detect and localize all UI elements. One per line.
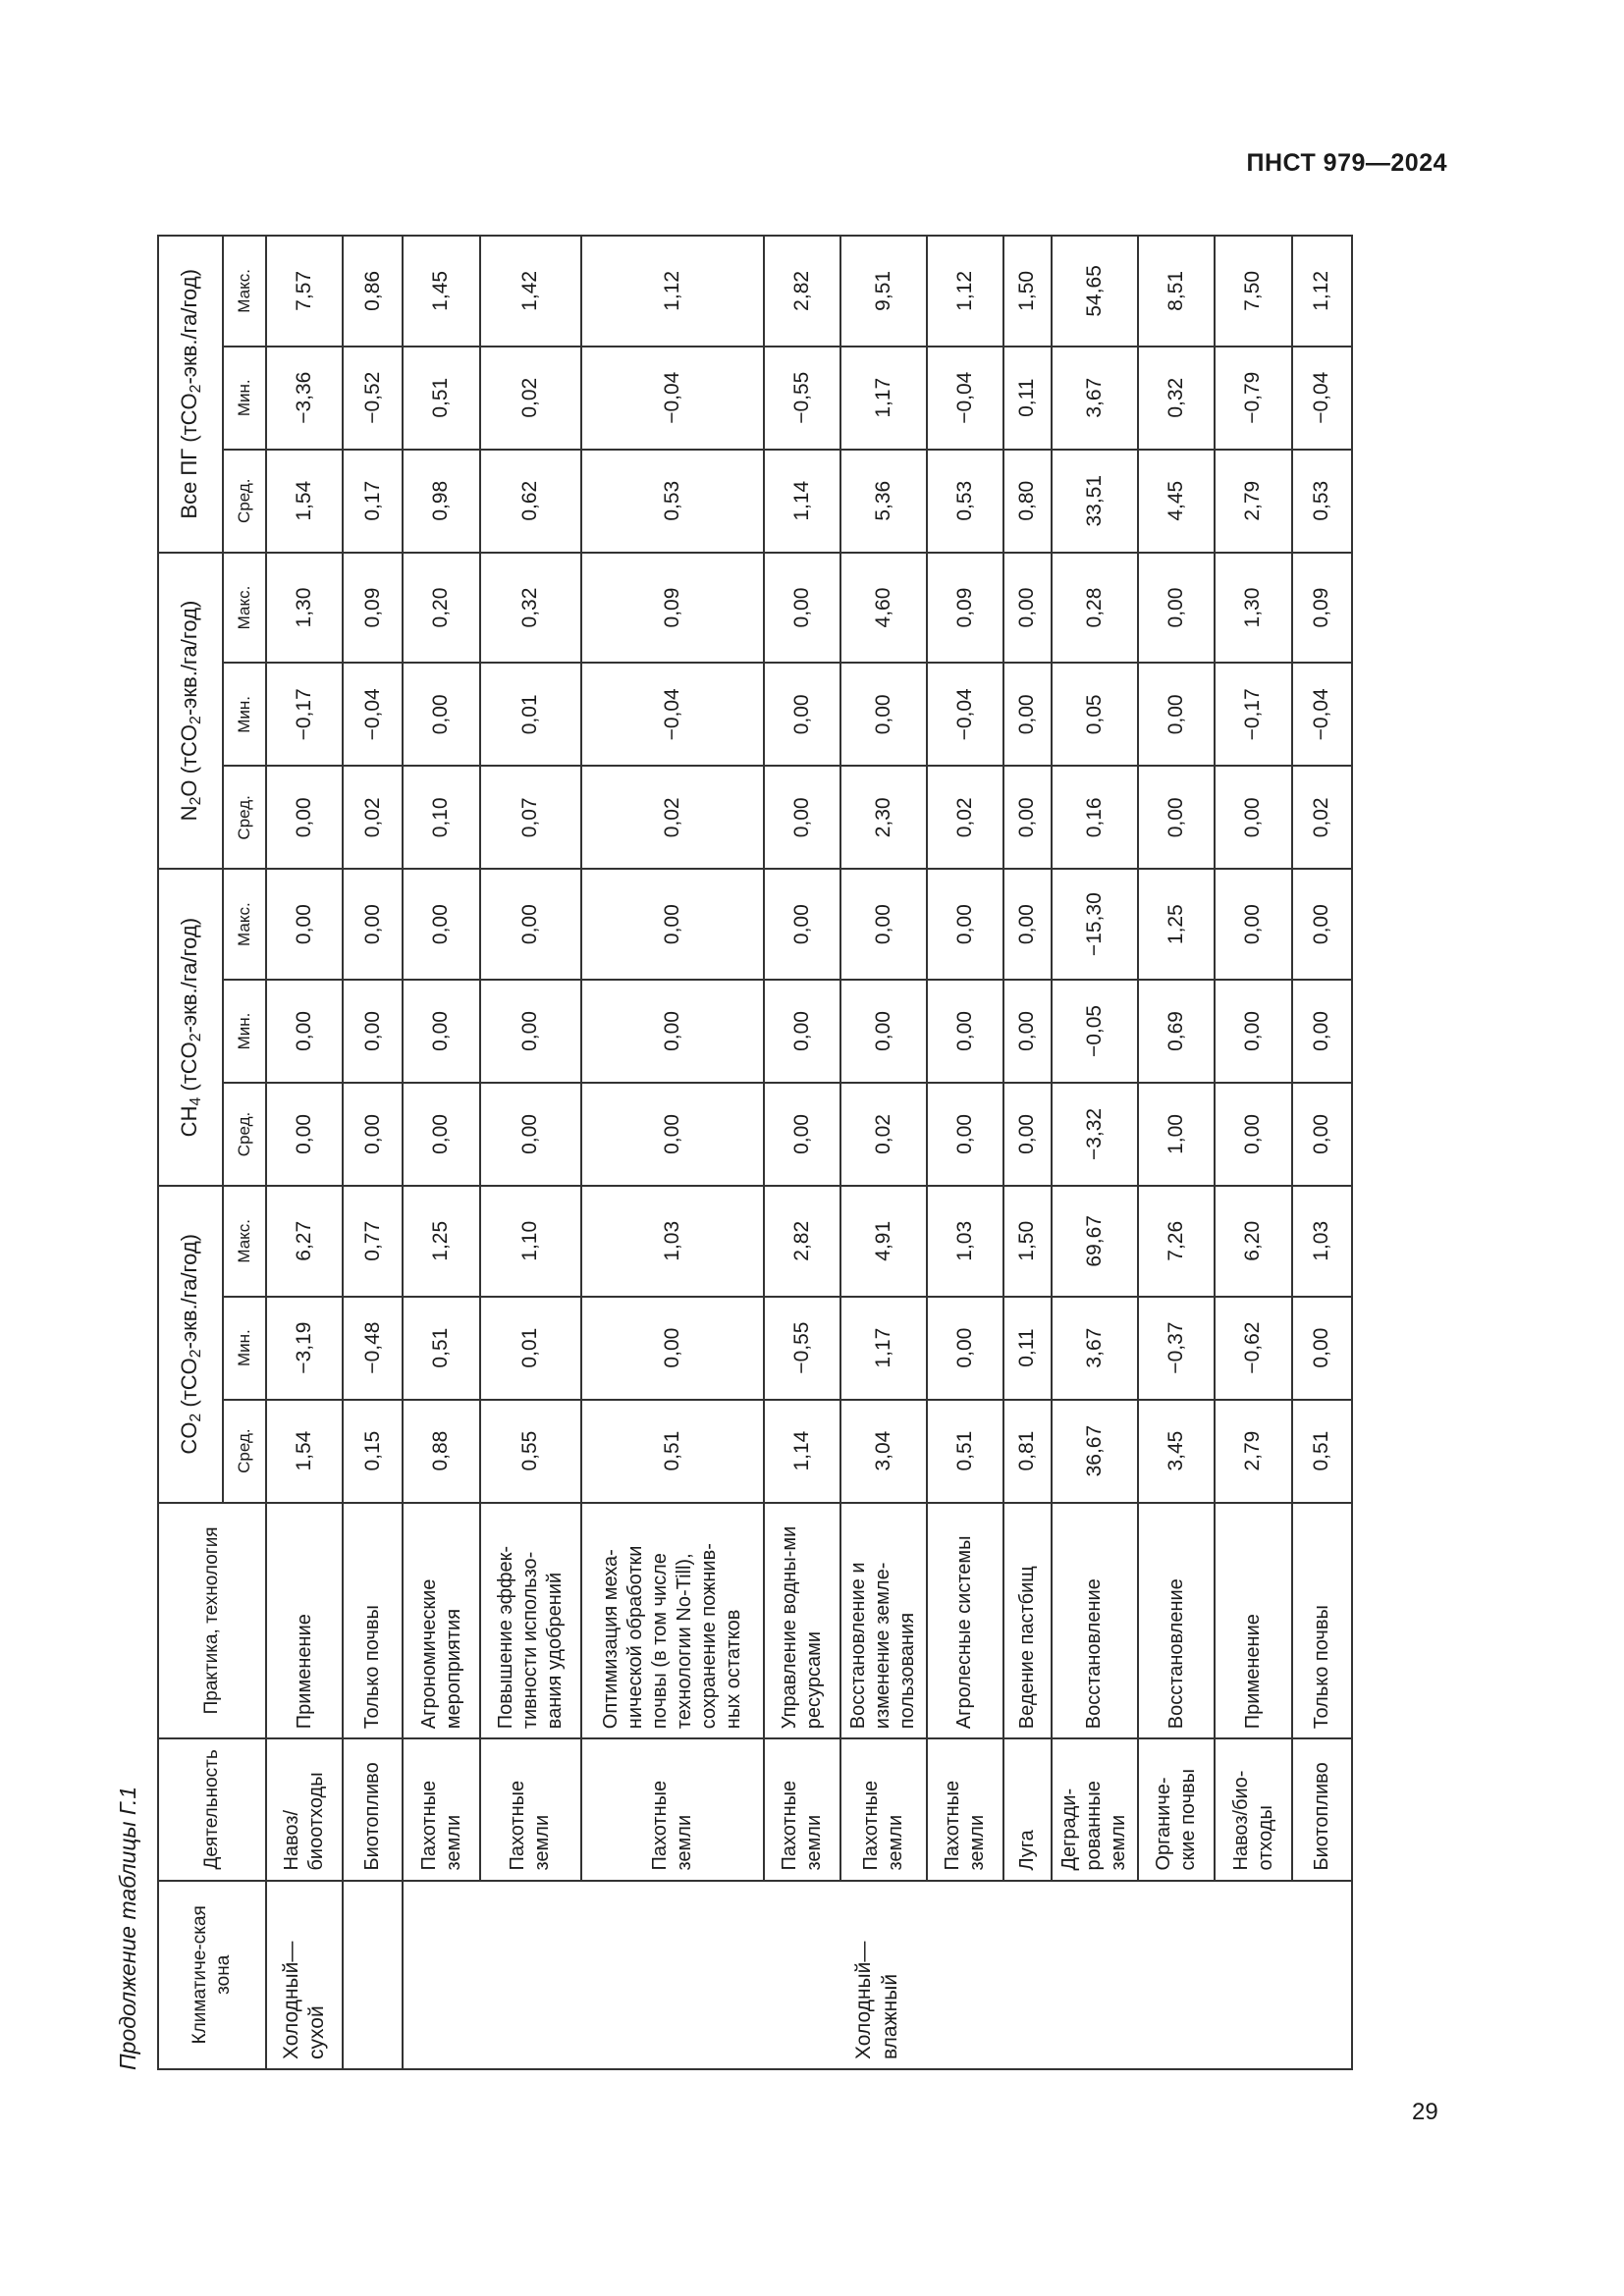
header-n2o-max: Макс. [223, 553, 266, 664]
co2-min-value: 0,51 [403, 1297, 479, 1400]
ch4-max-value: 0,00 [927, 869, 1003, 980]
header-n2o-min: Мин. [223, 663, 266, 766]
n2o-min-value: −0,04 [927, 663, 1003, 766]
ch4-max-value: 0,00 [1003, 869, 1052, 980]
n2o-min-value: 0,00 [1003, 663, 1052, 766]
header-all-min: Мин. [223, 347, 266, 450]
co2-min-value: −0,48 [343, 1297, 403, 1400]
table-row [927, 236, 1003, 2069]
activity-cell: Навоз/био-отходы [1215, 1738, 1291, 1880]
ch4-avg-value: 0,02 [840, 1083, 927, 1186]
ch4-min-value: 0,00 [927, 980, 1003, 1083]
co2-avg-value: 1,14 [764, 1400, 840, 1503]
ch4-avg-value: 1,00 [1138, 1083, 1215, 1186]
n2o-min-value: 0,05 [1052, 663, 1139, 766]
ch4-max-value: 0,00 [764, 869, 840, 980]
ch4-avg-value: 0,00 [1292, 1083, 1352, 1186]
ch4-avg-value: 0,00 [1003, 1083, 1052, 1186]
table-caption: Продолжение таблицы Г.1 [115, 1786, 140, 2070]
n2o-max-value: 0,09 [927, 553, 1003, 664]
co2-max-value: 1,03 [927, 1186, 1003, 1297]
ch4-max-value: 0,00 [1215, 869, 1291, 980]
ch4-min-value: 0,69 [1138, 980, 1215, 1083]
activity-cell: Пахотные земли [764, 1738, 840, 1880]
co2-max-value: 1,03 [581, 1186, 764, 1297]
all-avg-value: 2,79 [1215, 450, 1291, 553]
co2-min-value: −0,37 [1138, 1297, 1215, 1400]
header-activity: Деятельность [158, 1738, 266, 1880]
header-ch4-avg: Сред. [223, 1083, 266, 1186]
table-body [266, 236, 1352, 2069]
all-min-value: −0,52 [343, 347, 403, 450]
all-min-value: −0,55 [764, 347, 840, 450]
header-n2o: $N_2O$ (тCO$_2$-экв./га/год) [158, 553, 223, 870]
ch4-min-value: 0,00 [266, 980, 343, 1083]
co2-max-value: 6,27 [266, 1186, 343, 1297]
n2o-max-value: 0,09 [1292, 553, 1352, 664]
all-max-value: 54,65 [1052, 236, 1139, 347]
n2o-min-value: 0,00 [764, 663, 840, 766]
page-number: 29 [1412, 2099, 1438, 2125]
header-n2o-avg: Сред. [223, 766, 266, 869]
table-row [480, 236, 582, 2069]
emissions-table [157, 235, 1353, 2070]
co2-avg-value: 0,51 [927, 1400, 1003, 1503]
table-row [1138, 236, 1215, 2069]
co2-min-value: 0,00 [581, 1297, 764, 1400]
n2o-max-value: 0,32 [480, 553, 582, 664]
n2o-avg-value: 0,00 [1215, 766, 1291, 869]
ch4-avg-value: −3,32 [1052, 1083, 1139, 1186]
co2-min-value: 0,00 [927, 1297, 1003, 1400]
header-all-max: Макс. [223, 236, 266, 347]
n2o-min-value: −0,04 [343, 663, 403, 766]
practice-cell: Агрономические мероприятия [403, 1503, 479, 1739]
practice-cell: Оптимизация меха-нической обработки почвы (в том числе технологии No-Till), сохранение пожнив-ных остатков [581, 1503, 764, 1739]
ch4-min-value: 0,00 [581, 980, 764, 1083]
ch4-avg-value: 0,00 [266, 1083, 343, 1186]
ch4-max-value: 0,00 [403, 869, 479, 980]
ch4-min-value: 0,00 [764, 980, 840, 1083]
all-min-value: 0,11 [1003, 347, 1052, 450]
table-header [158, 236, 266, 2069]
table-row [1003, 236, 1052, 2069]
co2-avg-value: 2,79 [1215, 1400, 1291, 1503]
co2-min-value: −0,62 [1215, 1297, 1291, 1400]
all-max-value: 1,12 [927, 236, 1003, 347]
all-max-value: 1,45 [403, 236, 479, 347]
table-row [581, 236, 764, 2069]
practice-cell: Только почвы [1292, 1503, 1352, 1739]
n2o-avg-value: 0,02 [1292, 766, 1352, 869]
n2o-avg-value: 0,00 [1003, 766, 1052, 869]
header-co2-avg: Сред. [223, 1400, 266, 1503]
all-max-value: 1,12 [581, 236, 764, 347]
ch4-max-value: 0,00 [1292, 869, 1352, 980]
activity-cell: Биотопливо [343, 1738, 403, 1880]
ch4-avg-value: 0,00 [343, 1083, 403, 1186]
co2-avg-value: 3,04 [840, 1400, 927, 1503]
table-row [343, 236, 403, 2069]
all-max-value: 1,42 [480, 236, 582, 347]
co2-max-value: 1,10 [480, 1186, 582, 1297]
n2o-avg-value: 0,02 [343, 766, 403, 869]
all-max-value: 1,12 [1292, 236, 1352, 347]
practice-cell: Восстановление [1138, 1503, 1215, 1739]
ch4-avg-value: 0,00 [581, 1083, 764, 1186]
activity-cell: Луга [1003, 1738, 1052, 1880]
all-max-value: 1,50 [1003, 236, 1052, 347]
co2-max-value: 69,67 [1052, 1186, 1139, 1297]
co2-min-value: 0,00 [1292, 1297, 1352, 1400]
all-max-value: 2,82 [764, 236, 840, 347]
n2o-avg-value: 0,07 [480, 766, 582, 869]
all-min-value: −3,36 [266, 347, 343, 450]
n2o-max-value: 1,30 [1215, 553, 1291, 664]
activity-cell: Дегради-рованные земли [1052, 1738, 1139, 1880]
all-min-value: 0,32 [1138, 347, 1215, 450]
activity-cell: Пахотные земли [581, 1738, 764, 1880]
all-min-value: −0,04 [1292, 347, 1352, 450]
all-max-value: 8,51 [1138, 236, 1215, 347]
co2-avg-value: 0,51 [1292, 1400, 1352, 1503]
ch4-min-value: −0,05 [1052, 980, 1139, 1083]
practice-cell: Управление водны-ми ресурсами [764, 1503, 840, 1739]
all-avg-value: 4,45 [1138, 450, 1215, 553]
n2o-min-value: 0,00 [403, 663, 479, 766]
all-avg-value: 0,80 [1003, 450, 1052, 553]
header-ch4-max: Макс. [223, 869, 266, 980]
header-zone: Климатиче-ская зона [158, 1881, 266, 2069]
all-max-value: 7,50 [1215, 236, 1291, 347]
n2o-min-value: −0,04 [581, 663, 764, 766]
co2-min-value: 0,11 [1003, 1297, 1052, 1400]
activity-cell: Пахотные земли [840, 1738, 927, 1880]
n2o-avg-value: 0,16 [1052, 766, 1139, 869]
all-min-value: 0,51 [403, 347, 479, 450]
ch4-min-value: 0,00 [480, 980, 582, 1083]
all-avg-value: 1,14 [764, 450, 840, 553]
n2o-max-value: 0,28 [1052, 553, 1139, 664]
ch4-avg-value: 0,00 [480, 1083, 582, 1186]
co2-min-value: 1,17 [840, 1297, 927, 1400]
co2-avg-value: 0,88 [403, 1400, 479, 1503]
co2-max-value: 1,25 [403, 1186, 479, 1297]
n2o-min-value: −0,04 [1292, 663, 1352, 766]
all-avg-value: 0,53 [1292, 450, 1352, 553]
activity-cell: Навоз/биоотходы [266, 1738, 343, 1880]
ch4-avg-value: 0,00 [764, 1083, 840, 1186]
header-practice: Практика, технология [158, 1503, 266, 1739]
all-min-value: 3,67 [1052, 347, 1139, 450]
co2-avg-value: 0,51 [581, 1400, 764, 1503]
activity-cell: Пахотные земли [403, 1738, 479, 1880]
n2o-min-value: −0,17 [266, 663, 343, 766]
all-max-value: 0,86 [343, 236, 403, 347]
ch4-min-value: 0,00 [1003, 980, 1052, 1083]
co2-min-value: −3,19 [266, 1297, 343, 1400]
rotated-table-page [108, 235, 1561, 2070]
table-row [1292, 236, 1352, 2069]
all-min-value: 1,17 [840, 347, 927, 450]
ch4-max-value: 1,25 [1138, 869, 1215, 980]
n2o-max-value: 0,09 [581, 553, 764, 664]
table-row [764, 236, 840, 2069]
ch4-max-value: −15,30 [1052, 869, 1139, 980]
header-co2-min: Мин. [223, 1297, 266, 1400]
ch4-min-value: 0,00 [1215, 980, 1291, 1083]
table-row [1052, 236, 1139, 2069]
co2-max-value: 2,82 [764, 1186, 840, 1297]
activity-cell: Органиче-ские почвы [1138, 1738, 1215, 1880]
co2-max-value: 4,91 [840, 1186, 927, 1297]
all-min-value: 0,02 [480, 347, 582, 450]
n2o-max-value: 0,00 [764, 553, 840, 664]
all-avg-value: 0,17 [343, 450, 403, 553]
co2-avg-value: 3,45 [1138, 1400, 1215, 1503]
ch4-min-value: 0,00 [840, 980, 927, 1083]
all-avg-value: 33,51 [1052, 450, 1139, 553]
n2o-avg-value: 0,02 [927, 766, 1003, 869]
zone-cell: Холодный—влажный [403, 1881, 1352, 2069]
n2o-max-value: 0,00 [1138, 553, 1215, 664]
ch4-min-value: 0,00 [1292, 980, 1352, 1083]
co2-max-value: 1,50 [1003, 1186, 1052, 1297]
co2-avg-value: 0,15 [343, 1400, 403, 1503]
all-max-value: 7,57 [266, 236, 343, 347]
header-all-avg: Сред. [223, 450, 266, 553]
n2o-max-value: 4,60 [840, 553, 927, 664]
n2o-max-value: 0,09 [343, 553, 403, 664]
ch4-max-value: 0,00 [343, 869, 403, 980]
ch4-max-value: 0,00 [581, 869, 764, 980]
all-avg-value: 0,53 [581, 450, 764, 553]
table-row [840, 236, 927, 2069]
document-code: ПНСТ 979—2024 [1246, 149, 1447, 177]
practice-cell: Повышение эффек-тивности использо-вания удобрений [480, 1503, 582, 1739]
all-min-value: −0,04 [927, 347, 1003, 450]
n2o-min-value: 0,00 [1138, 663, 1215, 766]
header-co2: $CO_2$ (тCO$_2$-экв./га/год) [158, 1186, 223, 1503]
n2o-avg-value: 2,30 [840, 766, 927, 869]
practice-cell: Агролесные системы [927, 1503, 1003, 1739]
practice-cell: Ведение пастбищ [1003, 1503, 1052, 1739]
ch4-avg-value: 0,00 [927, 1083, 1003, 1186]
practice-cell: Применение [1215, 1503, 1291, 1739]
header-ch4: $CH_4$ (тCO$_2$-экв./га/год) [158, 869, 223, 1186]
all-max-value: 9,51 [840, 236, 927, 347]
ch4-avg-value: 0,00 [1215, 1083, 1291, 1186]
n2o-max-value: 0,00 [1003, 553, 1052, 664]
ch4-avg-value: 0,00 [403, 1083, 479, 1186]
activity-cell: Биотопливо [1292, 1738, 1352, 1880]
ch4-max-value: 0,00 [480, 869, 582, 980]
all-avg-value: 0,53 [927, 450, 1003, 553]
co2-min-value: 0,01 [480, 1297, 582, 1400]
n2o-max-value: 0,20 [403, 553, 479, 664]
header-co2-max: Макс. [223, 1186, 266, 1297]
n2o-min-value: 0,00 [840, 663, 927, 766]
n2o-avg-value: 0,00 [1138, 766, 1215, 869]
zone-cell: Холодный—сухой [266, 1881, 343, 2069]
zone-cell [343, 1881, 403, 2069]
practice-cell: Применение [266, 1503, 343, 1739]
all-avg-value: 0,62 [480, 450, 582, 553]
co2-avg-value: 36,67 [1052, 1400, 1139, 1503]
co2-max-value: 7,26 [1138, 1186, 1215, 1297]
n2o-avg-value: 0,02 [581, 766, 764, 869]
table-row [403, 236, 479, 2069]
co2-avg-value: 1,54 [266, 1400, 343, 1503]
all-min-value: −0,04 [581, 347, 764, 450]
co2-avg-value: 0,55 [480, 1400, 582, 1503]
all-avg-value: 5,36 [840, 450, 927, 553]
table-row [1215, 236, 1291, 2069]
n2o-avg-value: 0,00 [266, 766, 343, 869]
activity-cell: Пахотные земли [480, 1738, 582, 1880]
co2-avg-value: 0,81 [1003, 1400, 1052, 1503]
table-row [266, 236, 343, 2069]
co2-max-value: 0,77 [343, 1186, 403, 1297]
practice-cell: Восстановление и изменение земле-пользования [840, 1503, 927, 1739]
activity-cell: Пахотные земли [927, 1738, 1003, 1880]
co2-min-value: −0,55 [764, 1297, 840, 1400]
n2o-avg-value: 0,10 [403, 766, 479, 869]
all-avg-value: 0,98 [403, 450, 479, 553]
ch4-max-value: 0,00 [840, 869, 927, 980]
n2o-min-value: 0,01 [480, 663, 582, 766]
n2o-avg-value: 0,00 [764, 766, 840, 869]
n2o-min-value: −0,17 [1215, 663, 1291, 766]
ch4-max-value: 0,00 [266, 869, 343, 980]
practice-cell: Только почвы [343, 1503, 403, 1739]
co2-max-value: 1,03 [1292, 1186, 1352, 1297]
all-avg-value: 1,54 [266, 450, 343, 553]
ch4-min-value: 0,00 [343, 980, 403, 1083]
all-min-value: −0,79 [1215, 347, 1291, 450]
co2-max-value: 6,20 [1215, 1186, 1291, 1297]
header-ch4-min: Мин. [223, 980, 266, 1083]
n2o-max-value: 1,30 [266, 553, 343, 664]
co2-min-value: 3,67 [1052, 1297, 1139, 1400]
ch4-min-value: 0,00 [403, 980, 479, 1083]
header-all-ghg: Все ПГ (тCO$_2$-экв./га/год) [158, 236, 223, 553]
practice-cell: Восстановление [1052, 1503, 1139, 1739]
